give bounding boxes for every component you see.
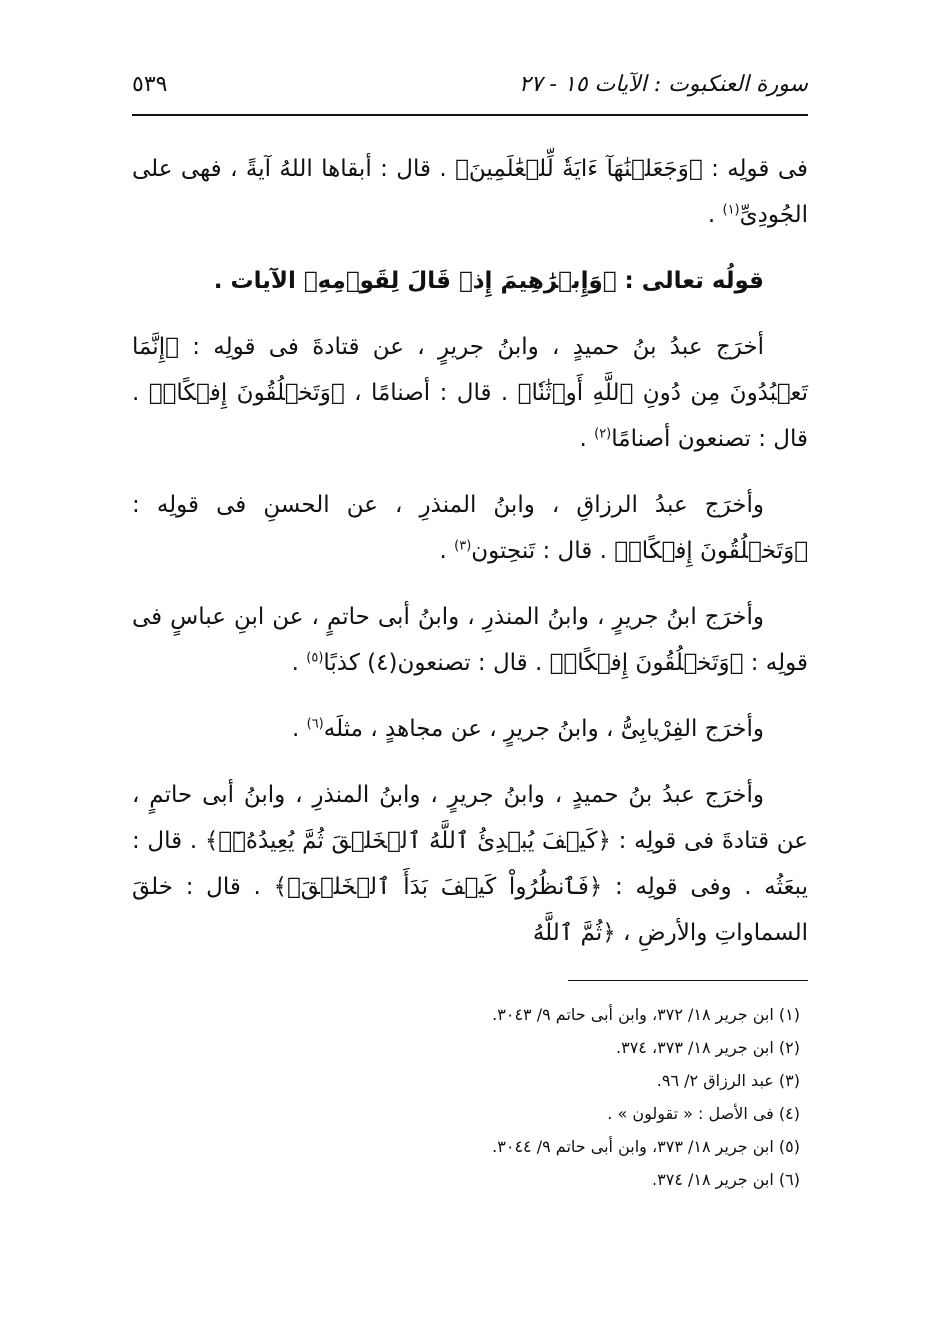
paragraph: وأخرَج عبدُ بنُ حميدٍ ، وابنُ جريرٍ ، وابنُ المنذرِ ، وابنُ أبى حاتمٍ ، عن قتادةَ فى قولِه : ﴿كَيۡفَ يُبۡدِئُ ٱللَّهُ ٱلۡخَلۡقَ ثُمَّ يُعِيدُهُۥٓۚ﴾ . قال : يبعَثُه . وفى قولِه : ﴿فَٱنظُرُواْ كَيۡفَ بَدَأَ ٱلۡخَلۡقَۚ﴾ . قال : خلقَ السماواتِ والأرضِ ، ﴿ثُمَّ ٱللَّهُ (132, 782, 808, 946)
footnote-marker: (١) (722, 202, 740, 218)
footnote: (٥) ابن جرير ١٨/ ٣٧٣، وابن أبى حاتم ٩/ ٣٠٤٤. (492, 1137, 800, 1156)
paragraph: وأخرَج ابنُ جريرٍ ، وابنُ المنذرِ ، وابنُ أبى حاتمٍ ، عن ابنِ عباسٍ فى قولِه : ﴿وَتَخۡلُقُونَ إِفۡكًاۚ﴾ . قال : تصنعون(٤) كذبًا$^{(٥)}$ . (132, 604, 808, 676)
footnote: (١) ابن جرير ١٨/ ٣٧٢، وابن أبى حاتم ٩/ ٣٠٤٣. (492, 1005, 800, 1024)
footnote: (٢) ابن جرير ١٨/ ٣٧٣، ٣٧٤. (616, 1038, 800, 1057)
footnote: (٦) ابن جرير ١٨/ ٣٧٤. (652, 1170, 800, 1189)
footnote-rule (568, 980, 808, 981)
main-text (132, 146, 808, 976)
section-heading: قولُه تعالى : ﴿وَإِبۡرَٰهِيمَ إِذۡ قَالَ لِقَوۡمِهِ﴾ الآيات . (213, 268, 764, 294)
page-header (132, 64, 808, 104)
footnote-marker: (٢) (594, 426, 612, 442)
header-rule (132, 114, 808, 116)
paragraph: فى قولِه : ﴿وَجَعَلۡنَٰهَآ ءَايَةٗ لِّلۡعَٰلَمِينَ﴾ . قال : أبقاها اللهُ آيةً ، فهى على الجُودِىِّ$^{(١)}$ . (132, 156, 808, 228)
footnote-marker: (٥) (306, 650, 324, 666)
paragraph: وأخرَج الفِرْيابِىُّ ، وابنُ جريرٍ ، عن مجاهدٍ ، مثلَه$^{(٦)}$ . (291, 716, 764, 742)
paragraph: وأخرَج عبدُ الرزاقِ ، وابنُ المنذرِ ، عن الحسنِ فى قولِه : ﴿وَتَخۡلُقُونَ إِفۡكًاۚ﴾ . قال : تَنحِتون$^{(٣)}$ . (132, 492, 808, 564)
page-number: ٥٣٩ (132, 71, 168, 97)
footnote: (٤) فى الأصل : « تقولون » . (607, 1104, 800, 1123)
footnote: (٣) عبد الرزاق ٢/ ٩٦. (656, 1071, 800, 1090)
running-title: سورة العنكبوت : الآيات ١٥ - ٢٧ (518, 71, 808, 97)
footnote-marker: (٦) (306, 716, 324, 732)
footnote-marker: (٣) (454, 538, 472, 554)
footnotes (132, 1000, 808, 1198)
paragraph: أخرَج عبدُ بنُ حميدٍ ، وابنُ جريرٍ ، عن قتادةَ فى قولِه : ﴿إِنَّمَا تَعۡبُدُونَ مِن دُونِ ٱللَّهِ أَوۡثَٰنٗا﴾ . قال : أصنامًا ، ﴿وَتَخۡلُقُونَ إِفۡكًاۚ﴾ . قال : تصنعون أصنامًا$^{(٢)}$ . (132, 334, 808, 452)
